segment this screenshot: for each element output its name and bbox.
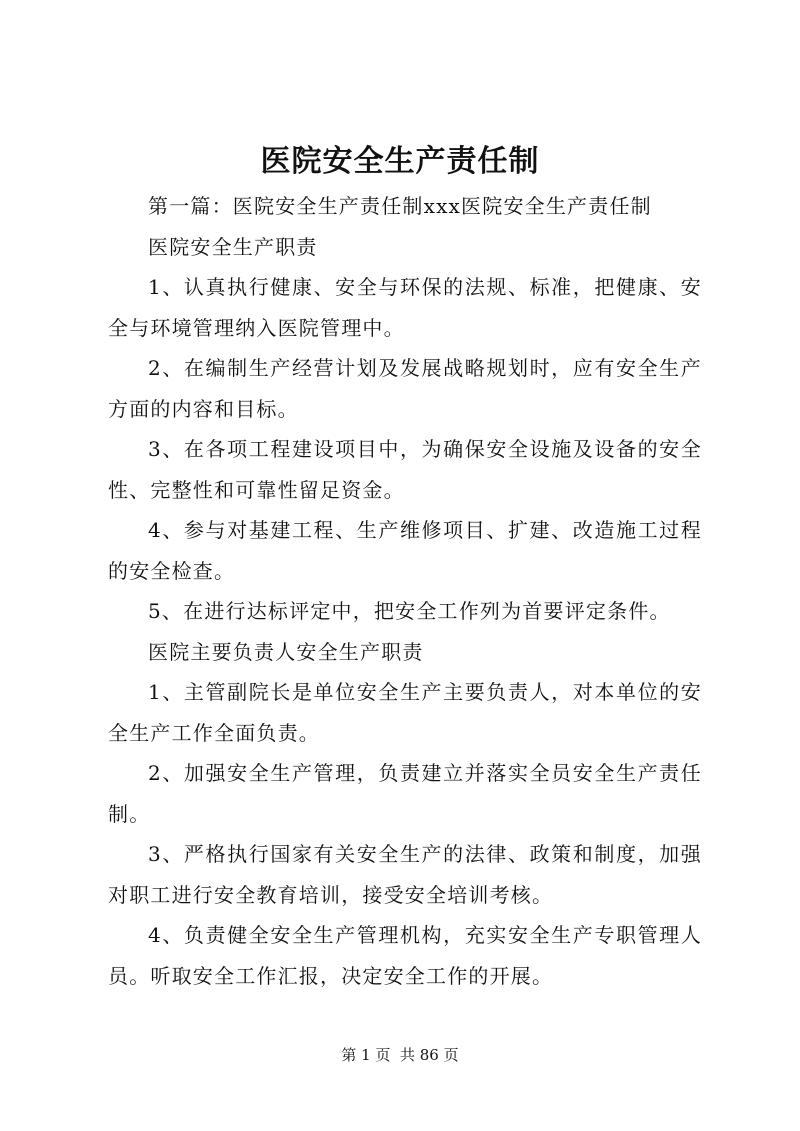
paragraph: 5、在进行达标评定中，把安全工作列为首要评定条件。 — [148, 599, 671, 623]
document-body — [108, 186, 702, 996]
paragraph: 3、严格执行国家有关安全生产的法律、政策和制度，加强对职工进行安全教育培训，接受安全培训考核。 — [108, 842, 702, 907]
page-number: 第 1 页 共 86 页 — [341, 1046, 459, 1064]
section-heading: 医院安全生产职责 — [148, 234, 318, 259]
paragraph: 2、加强安全生产管理，负责建立并落实全员安全生产责任制。 — [108, 761, 702, 826]
document-title: 医院安全生产责任制 — [260, 144, 540, 179]
page-footer — [0, 1044, 800, 1066]
section-heading: 医院主要负责人安全生产职责 — [148, 639, 424, 664]
paragraph: 1、认真执行健康、安全与环保的法规、标准，把健康、安全与环境管理纳入医院管理中。 — [108, 275, 702, 340]
paragraph: 4、参与对基建工程、生产维修项目、扩建、改造施工过程的安全检查。 — [108, 518, 702, 583]
paragraph: 第一篇：医院安全生产责任制xxx医院安全生产责任制 — [148, 194, 652, 218]
paragraph: 1、主管副院长是单位安全生产主要负责人，对本单位的安全生产工作全面负责。 — [108, 680, 702, 745]
paragraph: 3、在各项工程建设项目中，为确保安全设施及设备的安全性、完整性和可靠性留足资金。 — [108, 437, 702, 502]
paragraph: 2、在编制生产经营计划及发展战略规划时，应有安全生产方面的内容和目标。 — [108, 356, 702, 421]
paragraph: 4、负责健全安全生产管理机构，充实安全生产专职管理人员。听取安全工作汇报，决定安全工作的开展。 — [108, 923, 702, 988]
